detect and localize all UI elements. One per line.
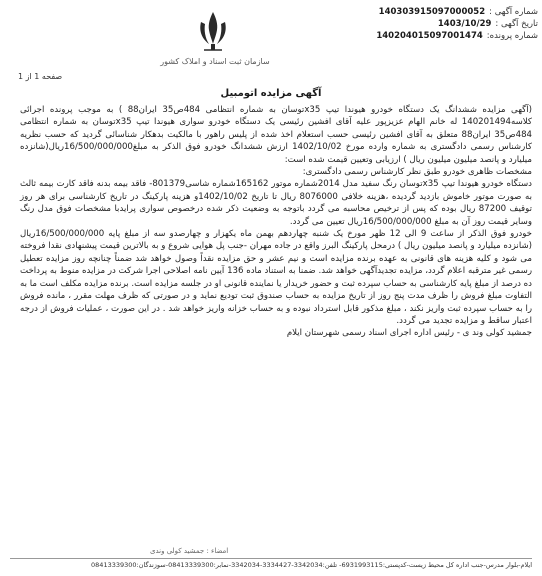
file-number: 140204015097001474 bbox=[376, 31, 483, 41]
paragraph-vehicle-specs: دستگاه خودرو هیوندا تیپ x35توسان رنگ سفید مدل 2014شماره موتور 165162شماره شاسی801379- فاقد بیمه بدنه فاقد کارت بیمه ثالث به صورت موتور خاموش بازدید گردیده ،هزینه خلافی 8076000 ریال تا تاریخ 1402/10/02و هزینه پارکینگ در تاریخ کارشناسی برای هر روز توقیف 87200 ریال بوده که پس از ترخیص محاسبه می گردد باتوجه به وضعیت ذکر شده درخصوص سواری پرایدبا مشخصات فوق مدل رنگ وسایر قیمت روز آن به مبلغ 16/500/000/000ریال تعیین می گردد. bbox=[20, 179, 532, 227]
notice-number-label: شماره آگهی : bbox=[489, 7, 538, 17]
paragraph-issuer: جمشید کولی وند ی - رئیس اداره اجرای اسناد رسمی شهرستان ایلام bbox=[286, 328, 532, 339]
page-number: صفحه 1 از 1 bbox=[18, 72, 63, 81]
notice-title: آگهی مزایده اتومبیل bbox=[220, 88, 322, 99]
paragraph-specs-heading: مشخصات ظاهری خودرو طبق نظر کارشناس رسمی دادگستری: bbox=[302, 167, 532, 178]
org-name: سازمان ثبت اسناد و املاک کشور bbox=[160, 57, 270, 66]
iran-emblem-icon bbox=[192, 8, 234, 54]
notice-number-row bbox=[328, 6, 538, 18]
notice-number: 140303915097000052 bbox=[378, 7, 486, 17]
footer-contact: ایلام-بلوار مدرس-جنب اداره کل محیط زیست-کدپستی:6931993115- تلفن:3342034-3334427-3342034-نمابر:08413339300-سوزندگان:08413339300 bbox=[91, 561, 532, 569]
notice-meta bbox=[328, 6, 538, 42]
paragraph-intro: (آگهی مزایده ششدانگ یک دستگاه خودرو هیوندا تیپ x35توسان به شماره انتظامی 484ص35 ایران88 ) به موجب پرونده اجرائی کلاسه140201494 له خانم الهام عزیزپور علیه آقای افشین رئیسی یک دستگاه خودرو سواری هیوندا تیپ x35توسان به شماره انتظامی 484ص35 ایران88 متعلق به آقای افشین رئیسی حسب استعلام اخذ شده از پلیس راهور با مالکیت بدهکار شناسائی گردید که حسب نظریه کارشناس رسمی دادگستری به شماره وارده مورخ 1402/10/02 ارزش ششدانگ خودرو فوق الذکر به مبلغ16/500/000/000ریال(شانزده میلیارد و پانصد میلیون میلیون ریال ) ارزیابی وتعیین قیمت شده است: bbox=[20, 105, 533, 165]
file-number-row bbox=[328, 30, 538, 42]
signature-line: امضاء : جمشید کولی وندی bbox=[150, 547, 229, 555]
file-number-label: شماره پرونده: bbox=[486, 31, 538, 41]
footer-divider bbox=[10, 558, 532, 559]
paragraph-auction-terms: خودرو فوق الذکر از ساعت 9 الی 12 ظهر مورخ یک شنبه چهاردهم بهمن ماه یکهزار و چهارصدو سه از مبلغ پایه 16/500/000/000ریال (شانزده میلیارد و پانصد میلیون ریال ) درمحل پارکینگ البرز واقع در جاده مهران -جنب پل هوایی شروع و به بالاترین قیمت پیشنهادی نقدا فروخته می شود و کلیه هزینه های قانونی به عهده برنده مزایده است و نیم عشر و حق مزایده نقداً وصول خواهد شد ضمناً چنانچه روز مزایده تعطیل رسمی غیر مترقبه اعلام گردد، مزایده تجدیدآگهی خواهد شد. ضمنا به استناد ماده 136 آیین نامه اصلاحی اجرا شرکت در مزایده منوط به پرداخت ده درصد از مبلغ پایه کارشناسی به حساب سپرده ثبت و حضور خریدار یا نماینده قانونی او در جلسه مزایده است. برنده مزایده مکلف است ما به التفاوت مبلغ فروش را ظرف مدت پنج روز از تاریخ مزایده به حساب صندوق ثبت تودیع نماید و در صورتی که ظرف مهلت مقرر ، مانده فروش را به حساب سپرده ثبت واریز نکند ، مبلغ مذکور قابل استرداد نبوده و به حساب خزانه واریز خواهد شد . در این صورت ، عملیات فروش از درجه اعتبار ساقط و مزایده تجدید می گردد. bbox=[20, 229, 533, 326]
notice-body bbox=[20, 104, 532, 340]
notice-date-label: تاریخ آگهی : bbox=[495, 19, 538, 29]
notice-date-row bbox=[328, 18, 538, 30]
notice-date: 1403/10/29 bbox=[437, 19, 492, 29]
